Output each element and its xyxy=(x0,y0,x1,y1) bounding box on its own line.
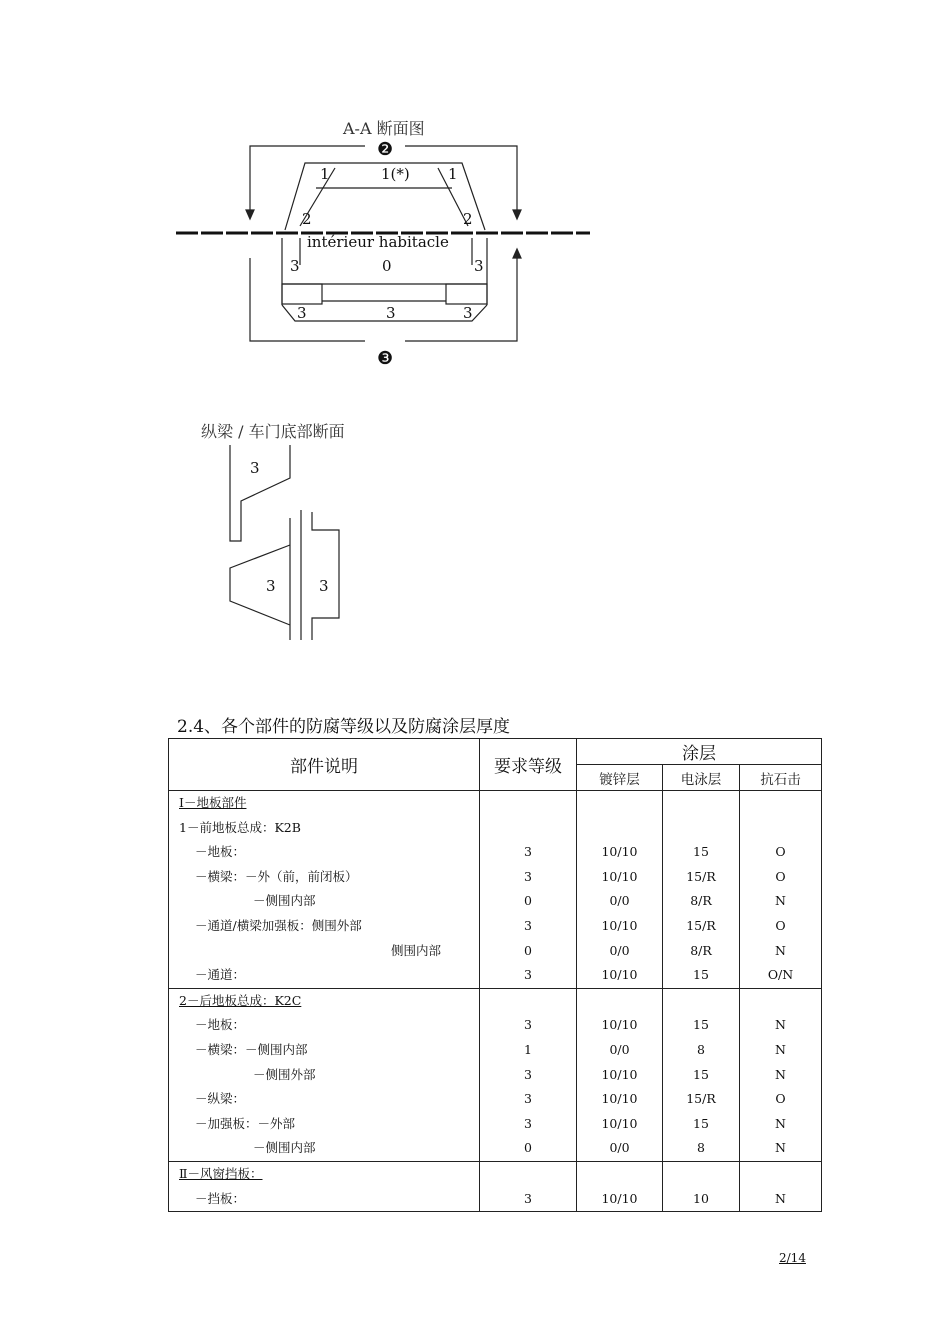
empty-cell xyxy=(740,988,822,1013)
empty-cell xyxy=(480,988,577,1013)
anti-stone-cell: N xyxy=(740,1063,822,1088)
part-description: －横梁：－外（前，前闭板） xyxy=(169,865,480,890)
electrophoresis-cell xyxy=(663,816,740,841)
anti-stone-cell: N xyxy=(740,1013,822,1038)
bracket-bottom-right xyxy=(405,258,517,341)
grade-cell: 3 xyxy=(480,840,577,865)
electrophoresis-cell: 10 xyxy=(663,1187,740,1212)
table-row xyxy=(169,914,822,939)
zone-label: 2 xyxy=(302,210,312,228)
anti-stone-cell: O xyxy=(740,914,822,939)
arrow-down-right xyxy=(513,210,521,219)
galvanized-cell: 10/10 xyxy=(577,1013,663,1038)
electrophoresis-cell: 15/R xyxy=(663,914,740,939)
anti-stone-cell xyxy=(740,816,822,841)
anti-stone-cell: N xyxy=(740,1038,822,1063)
interior-label: intérieur habitacle xyxy=(307,233,449,251)
aa-section-diagram xyxy=(0,0,950,380)
table-row xyxy=(169,889,822,914)
zone-label: 3 xyxy=(463,304,473,322)
table-row xyxy=(169,963,822,988)
electrophoresis-cell: 15/R xyxy=(663,865,740,890)
part-description: －地板： xyxy=(169,1013,480,1038)
bracket-right xyxy=(405,146,517,216)
zone-label: 1 xyxy=(320,165,330,183)
zone-label: 3 xyxy=(266,577,276,595)
header-coating: 涂层 xyxy=(577,739,822,765)
table-row xyxy=(169,1112,822,1137)
table-group-row xyxy=(169,988,822,1013)
anti-stone-cell: N xyxy=(740,1136,822,1161)
grade-cell: 1 xyxy=(480,1038,577,1063)
anti-stone-cell: O xyxy=(740,1087,822,1112)
grade-cell: 3 xyxy=(480,963,577,988)
empty-cell xyxy=(740,1161,822,1186)
electrophoresis-cell: 8/R xyxy=(663,889,740,914)
header-galvanized: 镀锌层 xyxy=(577,765,663,791)
grade-cell: 3 xyxy=(480,1013,577,1038)
part-description: －纵梁： xyxy=(169,1087,480,1112)
galvanized-cell: 10/10 xyxy=(577,963,663,988)
part-description: 1－前地板总成：K2B xyxy=(169,816,480,841)
empty-cell xyxy=(663,1161,740,1186)
bracket-bottom-left xyxy=(250,258,365,341)
arrow-down-left xyxy=(246,210,254,219)
galvanized-cell: 0/0 xyxy=(577,889,663,914)
galvanized-cell xyxy=(577,816,663,841)
zone-label: 3 xyxy=(474,257,484,275)
grade-cell: 3 xyxy=(480,865,577,890)
marker-2: ❷ xyxy=(377,139,394,160)
empty-cell xyxy=(663,988,740,1013)
empty-cell xyxy=(577,791,663,816)
grade-cell: 3 xyxy=(480,914,577,939)
electrophoresis-cell: 15 xyxy=(663,1063,740,1088)
table-row xyxy=(169,1038,822,1063)
zone-label: 0 xyxy=(382,257,392,275)
galvanized-cell: 10/10 xyxy=(577,914,663,939)
page-number: 2/14 xyxy=(779,1251,806,1265)
arrow-up-right xyxy=(513,249,521,258)
electrophoresis-cell: 8 xyxy=(663,1136,740,1161)
anti-stone-cell: N xyxy=(740,939,822,964)
zone-label: 2 xyxy=(463,210,473,228)
corrosion-table xyxy=(168,738,822,1212)
galvanized-cell: 10/10 xyxy=(577,1087,663,1112)
table-row xyxy=(169,816,822,841)
part-description: －横梁：－侧围内部 xyxy=(169,1038,480,1063)
part-description: －加强板：－外部 xyxy=(169,1112,480,1137)
beam-section-diagram xyxy=(0,400,950,650)
zone-label: 3 xyxy=(297,304,307,322)
table-row xyxy=(169,865,822,890)
empty-cell xyxy=(480,1161,577,1186)
galvanized-cell: 10/10 xyxy=(577,1112,663,1137)
empty-cell xyxy=(577,1161,663,1186)
table-row xyxy=(169,939,822,964)
marker-3: ❸ xyxy=(377,348,394,369)
beam-profile xyxy=(230,545,290,625)
electrophoresis-cell: 15 xyxy=(663,1013,740,1038)
zone-label: 3 xyxy=(386,304,396,322)
bracket-left xyxy=(250,146,365,216)
header-grade: 要求等级 xyxy=(480,739,577,791)
electrophoresis-cell: 15 xyxy=(663,963,740,988)
part-description: －挡板： xyxy=(169,1187,480,1212)
zone-label: 1 xyxy=(448,165,458,183)
section-title: 2.4、各个部件的防腐等级以及防腐涂层厚度 xyxy=(177,717,511,737)
table-body xyxy=(169,791,822,1212)
electrophoresis-cell: 8/R xyxy=(663,939,740,964)
zone-label: 3 xyxy=(319,577,329,595)
group-title: Ⅰ－地板部件 xyxy=(169,791,480,816)
header-anti-stone: 抗石击 xyxy=(740,765,822,791)
electrophoresis-cell: 15/R xyxy=(663,1087,740,1112)
anti-stone-cell: N xyxy=(740,1112,822,1137)
grade-cell: 3 xyxy=(480,1112,577,1137)
galvanized-cell: 10/10 xyxy=(577,840,663,865)
grade-cell: 0 xyxy=(480,939,577,964)
zone-label: 3 xyxy=(290,257,300,275)
grade-cell: 0 xyxy=(480,1136,577,1161)
table-group-row xyxy=(169,1161,822,1186)
electrophoresis-cell: 15 xyxy=(663,1112,740,1137)
table-row xyxy=(169,840,822,865)
table-row xyxy=(169,1136,822,1161)
zone-label: 1(*) xyxy=(381,165,410,183)
part-description: －侧围外部 xyxy=(169,1063,480,1088)
anti-stone-cell: O xyxy=(740,840,822,865)
anti-stone-cell: N xyxy=(740,1187,822,1212)
table-row xyxy=(169,1087,822,1112)
grade-cell xyxy=(480,816,577,841)
empty-cell xyxy=(577,988,663,1013)
electrophoresis-cell: 8 xyxy=(663,1038,740,1063)
anti-stone-cell: O xyxy=(740,865,822,890)
galvanized-cell: 10/10 xyxy=(577,1187,663,1212)
door-panel xyxy=(312,512,339,640)
aa-section-title: A-A 断面图 xyxy=(343,119,425,138)
grade-cell: 3 xyxy=(480,1087,577,1112)
rocker-right xyxy=(446,284,487,304)
group-title: Ⅱ－风窗挡板： xyxy=(169,1161,480,1186)
zone-label: 3 xyxy=(250,459,260,477)
galvanized-cell: 10/10 xyxy=(577,865,663,890)
group-title: 2－后地板总成：K2C xyxy=(169,988,480,1013)
grade-cell: 3 xyxy=(480,1187,577,1212)
table-row xyxy=(169,1063,822,1088)
table-group-row xyxy=(169,791,822,816)
header-electrophoresis: 电泳层 xyxy=(663,765,740,791)
beam-section-title: 纵梁 / 车门底部断面 xyxy=(201,422,345,441)
upper-profile xyxy=(230,445,290,541)
empty-cell xyxy=(663,791,740,816)
header-description: 部件说明 xyxy=(169,739,480,791)
part-description: －地板： xyxy=(169,840,480,865)
rocker-left xyxy=(282,284,322,304)
galvanized-cell: 10/10 xyxy=(577,1063,663,1088)
part-description: －侧围内部 xyxy=(169,1136,480,1161)
galvanized-cell: 0/0 xyxy=(577,1136,663,1161)
empty-cell xyxy=(740,791,822,816)
grade-cell: 0 xyxy=(480,889,577,914)
anti-stone-cell: N xyxy=(740,889,822,914)
empty-cell xyxy=(480,791,577,816)
galvanized-cell: 0/0 xyxy=(577,939,663,964)
table-row xyxy=(169,1013,822,1038)
galvanized-cell: 0/0 xyxy=(577,1038,663,1063)
table-row xyxy=(169,1187,822,1212)
bottom-outline xyxy=(282,305,487,321)
part-description: －通道： xyxy=(169,963,480,988)
part-description: －侧围内部 xyxy=(169,889,480,914)
electrophoresis-cell: 15 xyxy=(663,840,740,865)
grade-cell: 3 xyxy=(480,1063,577,1088)
part-description: －通道/横梁加强板：侧围外部 xyxy=(169,914,480,939)
part-description: 侧围内部 xyxy=(169,939,480,964)
anti-stone-cell: O/N xyxy=(740,963,822,988)
